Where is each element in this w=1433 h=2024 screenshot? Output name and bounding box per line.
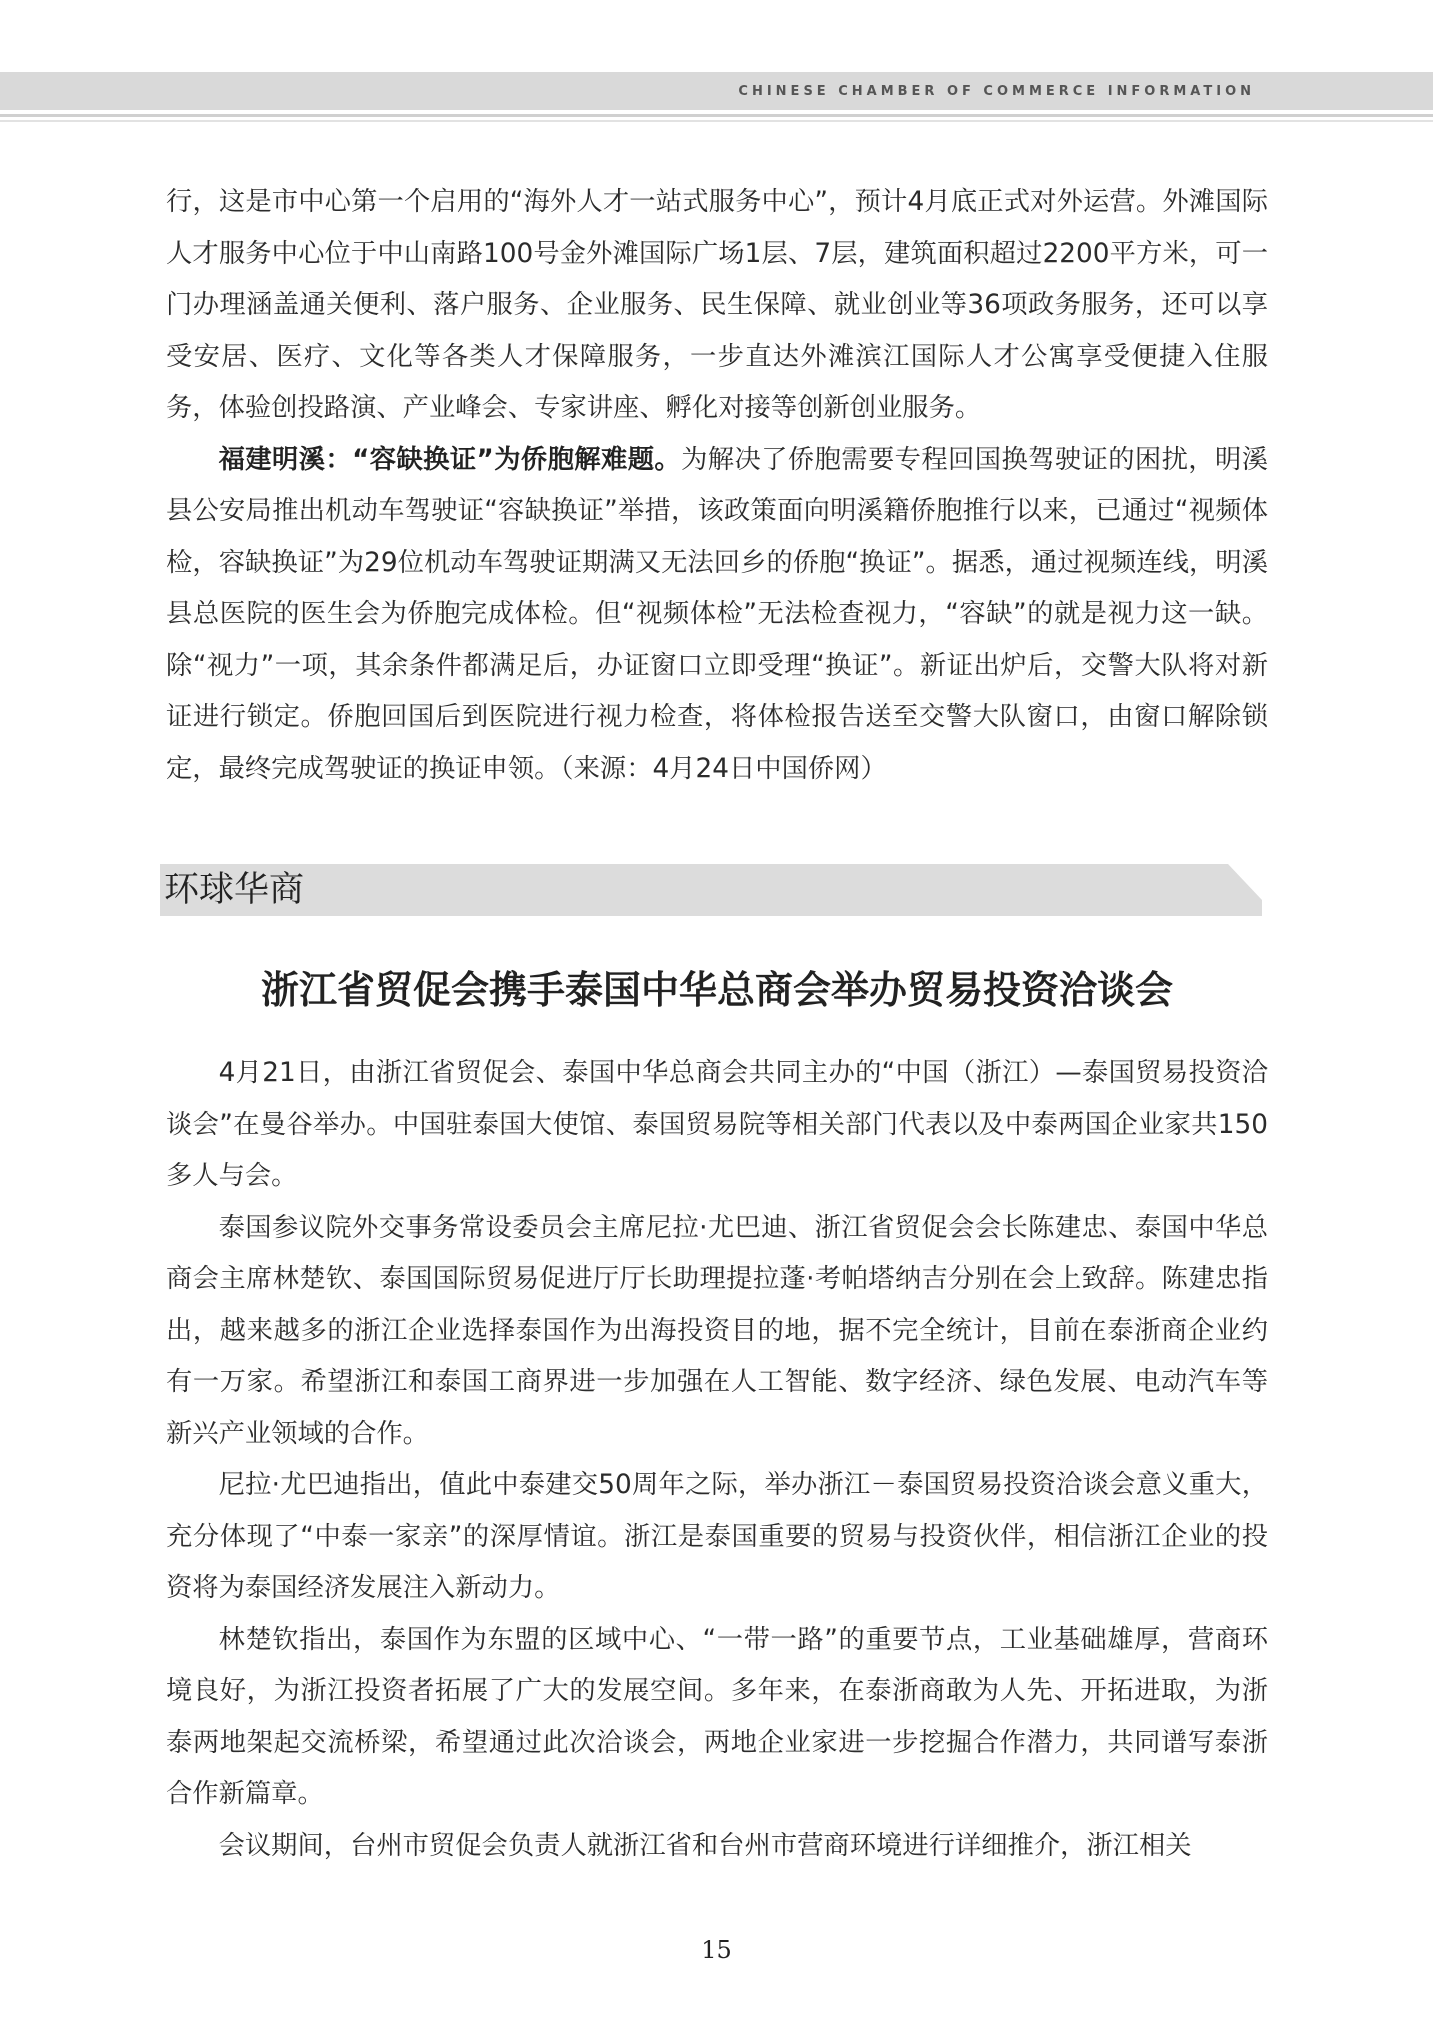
article-paragraph: 会议期间，台州市贸促会负责人就浙江省和台州市营商环境进行详细推介，浙江相关: [218, 1830, 1192, 1861]
article-paragraph: 林楚钦指出，泰国作为东盟的区域中心、“一带一路”的重要节点，工业基础雄厚，营商环境良好，为浙江投资者拓展了广大的发展空间。多年来，在泰浙商敢为人先、开拓进取，为浙泰两地架起交流桥梁，希望通过此次洽谈会，两地企业家进一步挖掘合作潜力，共同谱写泰浙合作新篇章。: [166, 1624, 1268, 1809]
paragraph-fujian: [166, 435, 1268, 796]
paragraph-heading: 福建明溪：“容缺换证”为侨胞解难题。: [218, 444, 682, 475]
section-bar: [160, 864, 1262, 916]
header-divider: [0, 114, 1433, 117]
article-paragraph: 尼拉·尤巴迪指出，值此中泰建交50周年之际，举办浙江－泰国贸易投资洽谈会意义重大，充分体现了“中泰一家亲”的深厚情谊。浙江是泰国重要的贸易与投资伙伴，相信浙江企业的投资将为泰国经济发展注入新动力。: [166, 1470, 1268, 1603]
paragraph-continued: 行，这是市中心第一个启用的“海外人才一站式服务中心”，预计4月底正式对外运营。外滩国际人才服务中心位于中山南路100号金外滩国际广场1层、7层，建筑面积超过2200平方米，可一门办理涵盖通关便利、落户服务、企业服务、民生保障、就业创业等36项政务服务，还可以享受安居、医疗、文化等各类人才保障服务，一步直达外滩滨江国际人才公寓享受便捷入住服务，体验创投路演、产业峰会、专家讲座、孵化对接等创新创业服务。: [166, 187, 1268, 423]
article-body: [166, 1048, 1268, 1872]
page-number: 15: [701, 1936, 732, 1964]
section-title: 环球华商: [164, 870, 305, 910]
paragraph-body: 为解决了侨胞需要专程回国换驾驶证的困扰，明溪县公安局推出机动车驾驶证“容缺换证”举措，该政策面向明溪籍侨胞推行以来，已通过“视频体检，容缺换证”为29位机动车驾驶证期满又无法回乡的侨胞“换证”。据悉，通过视频连线，明溪县总医院的医生会为侨胞完成体检。但“视频体检”无法检查视力，“容缺”的就是视力这一缺。除“视力”一项，其余条件都满足后，办证窗口立即受理“换证”。新证出炉后，交警大队将对新证进行锁定。侨胞回国后到医院进行视力检查，将体检报告送至交警大队窗口，由窗口解除锁定，最终完成驾驶证的换证申领。: [166, 444, 1268, 784]
article-paragraph: 泰国参议院外交事务常设委员会主席尼拉·尤巴迪、浙江省贸促会会长陈建忠、泰国中华总商会主席林楚钦、泰国国际贸易促进厅厅长助理提拉蓬·考帕塔纳吉分别在会上致辞。陈建忠指出，越来越多的浙江企业选择泰国作为出海投资目的地，据不完全统计，目前在泰浙商企业约有一万家。希望浙江和泰国工商界进一步加强在人工智能、数字经济、绿色发展、电动汽车等新兴产业领域的合作。: [166, 1212, 1268, 1449]
source-note: （来源：4月24日中国侨网）: [560, 753, 887, 784]
article-paragraph: 4月21日，由浙江省贸促会、泰国中华总商会共同主办的“中国（浙江）—泰国贸易投资洽谈会”在曼谷举办。中国驻泰国大使馆、泰国贸易院等相关部门代表以及中泰两国企业家共150多人与会。: [166, 1058, 1268, 1191]
header-divider-thin: [0, 120, 1433, 122]
top-text-block: [166, 177, 1268, 795]
publication-name: CHINESE CHAMBER OF COMMERCE INFORMATION: [738, 84, 1255, 99]
article-title: 浙江省贸促会携手泰国中华总商会举办贸易投资洽谈会: [260, 968, 1173, 1012]
